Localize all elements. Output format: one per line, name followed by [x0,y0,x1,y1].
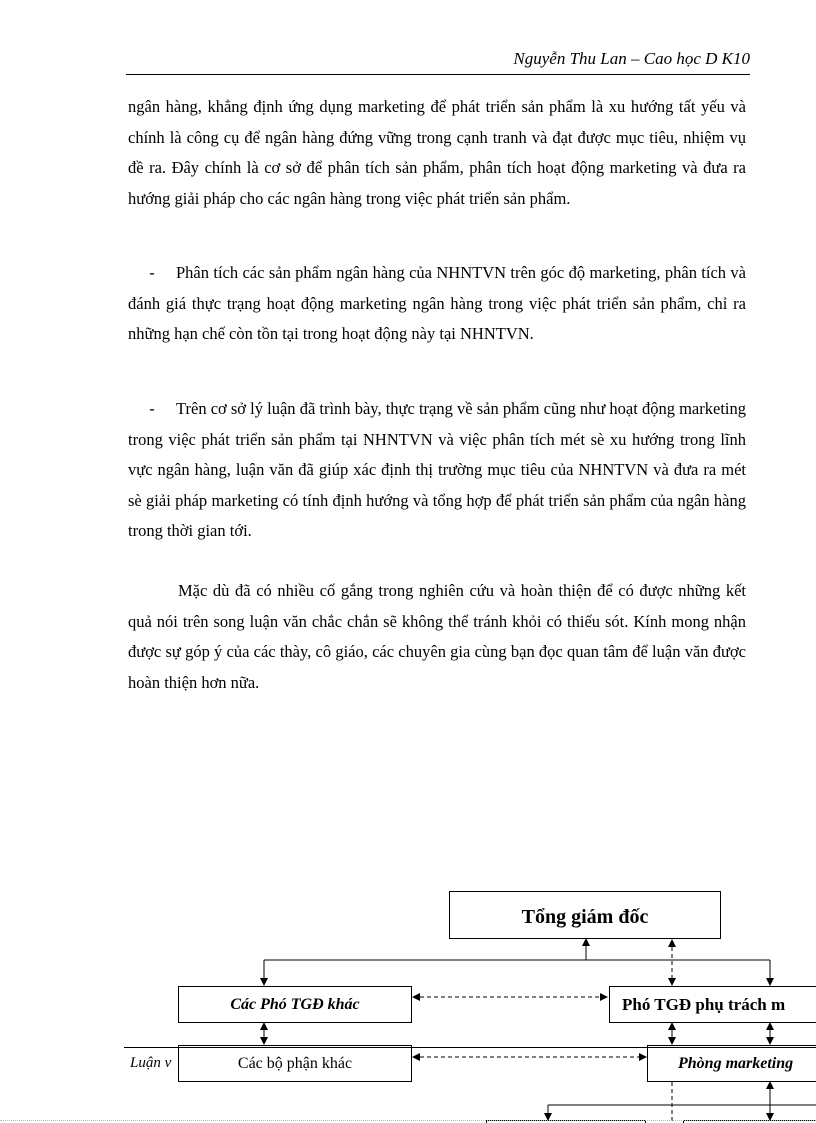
other-departments-box [178,1045,412,1082]
bullet-dash: - [149,399,155,418]
running-footer: Luận v [130,1055,172,1071]
other-deputies-label: Các Phó TGĐ khác [230,995,360,1013]
ceo-box [449,891,721,939]
paragraph-3-text: Trên cơ sở lý luận đã trình bày, thực trạng về sản phẩm cũng như hoạt động marketing trong việc phát triển sản phẩm tại NHNTVN và việc phân tích mét sè xu hướng trong lĩnh vực ngân hàng, luận văn đã giúp xác định thị trường mục tiêu của NHNTVN và đưa ra mét sè giải pháp marketing có tính định hướng và tổng hợp để phát triển sản phẩm của ngân hàng trong thời gian tới. [128,399,746,540]
org-chart [0,880,816,1123]
bullet-dash: - [149,263,155,282]
marketing-department-box [647,1045,816,1082]
marketing-deputy-label: Phó TGĐ phụ trách m [622,994,786,1014]
paragraph-2 [128,258,746,350]
page-edge [0,1120,816,1121]
paragraph-4-text: Mặc dù đã có nhiều cố gắng trong nghiên cứu và hoàn thiện để có được những kết quả nói trên song luận văn chắc chắn sẽ không thể tránh khỏi có thiếu sót. Kính mong nhận được sự góp ý của các thày, cô giáo, các chuyên gia cùng bạn đọc quan tâm để luận văn được hoàn thiện hơn nữa. [128,581,746,692]
paragraph-2-text: Phân tích các sản phẩm ngân hàng của NHNTVN trên góc độ marketing, phân tích và đánh giá thực trạng hoạt động marketing ngân hàng trong việc phát triển sản phẩm, chỉ ra những hạn chế còn tồn tại trong hoạt động này tại NHNTVN. [128,263,746,343]
other-deputies-box [178,986,412,1023]
paragraph-1 [128,92,746,214]
marketing-department-label: Phòng marketing [678,1054,794,1072]
running-header: Nguyễn Thu Lan – Cao học D K10 [513,49,750,68]
marketing-deputy-box [609,986,816,1023]
paragraph-1-text: ngân hàng, khẳng định ứng dụng marketing để phát triển sản phẩm là xu hướng tất yếu và chính là công cụ để ngân hàng đứng vững trong cạnh tranh và đạt được mục tiêu, nhiệm vụ đề ra. Đây chính là cơ sở để phân tích sản phẩm, phân tích hoạt động marketing và đưa ra hướng giải pháp cho các ngân hàng trong việc phát triển sản phẩm. [128,97,746,208]
header-rule [126,74,750,75]
paragraph-3 [128,394,746,547]
other-departments-label: Các bộ phận khác [237,1054,353,1072]
ceo-label: Tổng giám đốc [521,906,649,928]
footer-rule [124,1047,816,1048]
paragraph-4 [128,576,746,698]
